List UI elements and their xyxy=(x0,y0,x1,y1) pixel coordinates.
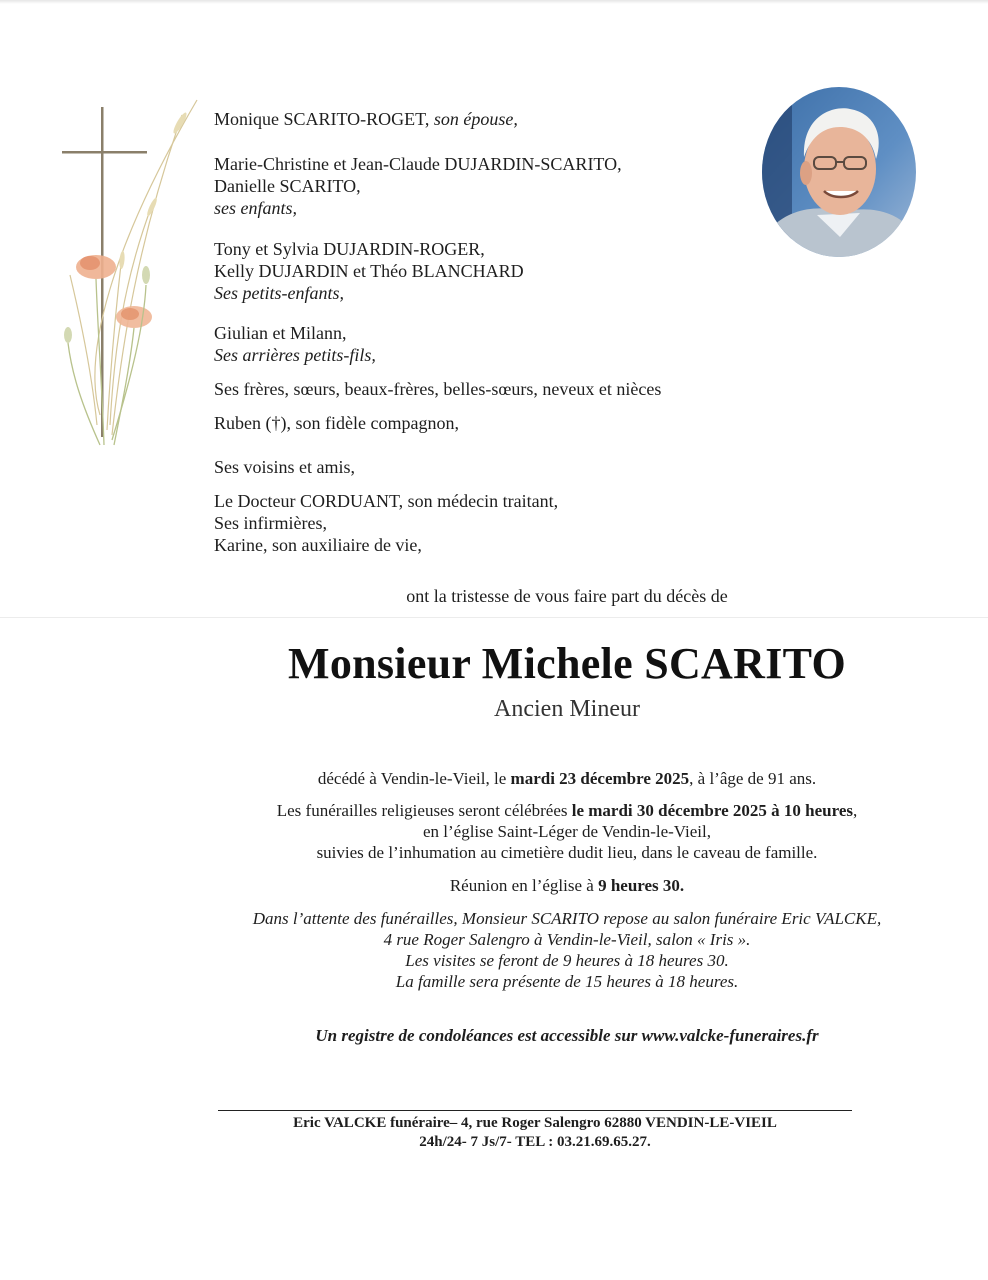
family-line: Danielle SCARITO, xyxy=(214,176,361,196)
viewing-line: 4 rue Roger Salengro à Vendin-le-Vieil, salon « Iris ». xyxy=(383,930,751,949)
family-list xyxy=(214,108,774,556)
meeting-line xyxy=(146,875,988,896)
scan-edge xyxy=(0,0,988,4)
viewing-line: Les visites se feront de 9 heures à 18 heures 30. xyxy=(405,951,729,970)
burial-info: suivies de l’inhumation au cimetière dudit lieu, dans le caveau de famille. xyxy=(316,843,818,862)
family-line: Le Docteur CORDUANT, son médecin traitant, xyxy=(214,491,559,511)
cross-and-poppies-illustration xyxy=(52,95,202,465)
death-prefix: décédé à Vendin-le-Vieil, le xyxy=(317,769,511,788)
spouse-role: son épouse, xyxy=(433,109,518,129)
condolence-registry-link[interactable]: Un registre de condoléances est accessible sur www.valcke-funeraires.fr xyxy=(315,1026,819,1045)
family-line: Kelly DUJARDIN et Théo BLANCHARD xyxy=(214,261,524,281)
family-group-great-grandchildren xyxy=(214,322,774,366)
death-line xyxy=(146,768,988,789)
family-line: Ses frères, sœurs, beaux-frères, belles-sœurs, neveux et nièces xyxy=(214,379,662,399)
family-line: Ruben (†), son fidèle compagnon, xyxy=(214,413,459,433)
footer-address: Eric VALCKE funéraire– 4, rue Roger Salengro 62880 VENDIN-LE-VIEIL xyxy=(293,1115,777,1131)
wheat-ears xyxy=(119,111,189,269)
family-role: Ses arrières petits-fils, xyxy=(214,345,376,365)
footer-phone: 24h/24- 7 Js/7- TEL : 03.21.69.65.27. xyxy=(419,1134,651,1150)
family-line: Ses infirmières, xyxy=(214,513,327,533)
funeral-suffix: , xyxy=(853,801,858,820)
family-group-siblings xyxy=(214,378,774,400)
family-line: Ses voisins et amis, xyxy=(214,457,356,477)
family-line: Marie-Christine et Jean-Claude DUJARDIN-SCARITO, xyxy=(214,154,622,174)
funeral-place: en l’église Saint-Léger de Vendin-le-Vieil, xyxy=(422,822,712,841)
family-line: Giulian et Milann, xyxy=(214,323,347,343)
family-group-children xyxy=(214,153,774,219)
meeting-time: 9 heures 30. xyxy=(598,876,685,895)
family-line xyxy=(214,108,774,130)
viewing-line: Dans l’attente des funérailles, Monsieur SCARITO repose au salon funéraire Eric VALCKE, xyxy=(252,909,882,928)
funeral-details xyxy=(0,768,988,992)
footer-divider xyxy=(218,1110,852,1111)
family-group-pet xyxy=(214,412,774,434)
family-line: Tony et Sylvia DUJARDIN-ROGER, xyxy=(214,239,485,259)
funeral-home-footer xyxy=(0,1114,988,1152)
announcement-intro: ont la tristesse de vous faire part du décès de xyxy=(406,586,728,606)
fold-line xyxy=(0,617,988,618)
death-date: mardi 23 décembre 2025 xyxy=(510,769,690,788)
family-group-neighbours xyxy=(214,456,774,478)
family-group-caregivers xyxy=(214,490,774,556)
death-suffix: , à l’âge de 91 ans. xyxy=(689,769,817,788)
family-group-grandchildren xyxy=(214,238,774,304)
funeral-line xyxy=(146,800,988,821)
deceased-name: Monsieur Michele SCARITO xyxy=(287,639,847,688)
portrait-image xyxy=(762,87,916,257)
deceased-profession: Ancien Mineur xyxy=(494,696,640,722)
funeral-prefix: Les funérailles religieuses seront célébrées xyxy=(276,801,572,820)
viewing-line: La famille sera présente de 15 heures à 18 heures. xyxy=(395,972,739,991)
spouse-name: Monique SCARITO-ROGET, xyxy=(214,109,434,129)
funeral-datetime: le mardi 30 décembre 2025 à 10 heures xyxy=(571,801,853,820)
family-line: Karine, son auxiliaire de vie, xyxy=(214,535,422,555)
portrait-photo xyxy=(762,87,916,257)
family-group-spouse xyxy=(214,108,774,130)
meeting-prefix: Réunion en l’église à xyxy=(449,876,599,895)
family-role: Ses petits-enfants, xyxy=(214,283,344,303)
family-role: ses enfants, xyxy=(214,198,297,218)
